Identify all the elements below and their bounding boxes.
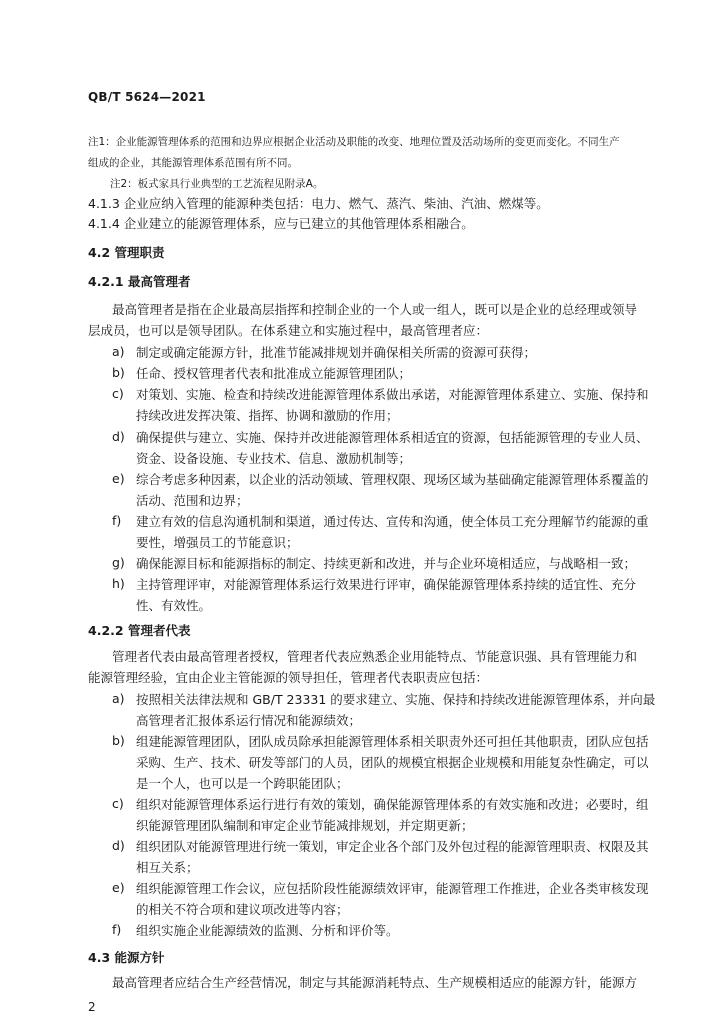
list-item-text: 按照相关法律法规和 GB/T 23331 的要求建立、实施、保持和持续改进能源管理体系，并向最高管理者汇报体系运行情况和能源绩效； [136,692,656,728]
section-4-2-2-intro-line-1: 管理者代表由最高管理者授权，管理者代表应熟悉企业用能特点、节能意识强、具有管理能力和 [112,649,638,664]
list-item-marker: c) [112,386,124,401]
list-item-text: 任命、授权管理者代表和批准成立能源管理团队； [136,366,412,381]
list-item-text: 确保能源目标和能源指标的制定、持续更新和改进，并与企业环境相适应，与战略相一致； [136,556,637,571]
list-item-marker: e) [112,880,125,895]
list-item-marker: a) [112,691,125,706]
list-item-text: 对策划、实施、检查和持续改进能源管理体系做出承诺，对能源管理体系建立、实施、保持和持续改进发挥决策、指挥、协调和激励的作用； [136,387,649,423]
clause-4-1-3: 4.1.3 企业应纳入管理的能源种类包括：电力、燃气、蒸汽、柴油、汽油、燃煤等。 [88,196,549,211]
list-item-marker: c) [112,796,124,811]
section-4-2-1-intro-line-1: 最高管理者是指在企业最高层指挥和控制企业的一个人或一组人，既可以是企业的总经理或领导 [112,302,638,317]
list-item-marker: d) [112,429,125,444]
list-item-marker: b) [112,733,125,748]
list-item-marker: d) [112,838,125,853]
section-4-2-2-intro-line-2: 能源管理经验，宜由企业主管能源的领导担任，管理者代表职责应包括： [88,670,489,685]
list-item-text: 组织实施企业能源绩效的监测、分析和评价等。 [136,923,399,938]
note-2: 注2：板式家具行业典型的工艺流程见附录A。 [110,178,324,190]
list-item-marker: g) [112,555,125,570]
list-item-text: 确保提供与建立、实施、保持并改进能源管理体系相适宜的资源，包括能源管理的专业人员、资金、设备设施、专业技术、信息、激励机制等； [136,430,649,466]
list-item-text: 建立有效的信息沟通机制和渠道，通过传达、宣传和沟通，使全体员工充分理解节约能源的重要性，增强员工的节能意识； [136,514,649,550]
page-number: 2 [88,1000,96,1014]
list-item-text: 综合考虑多种因素，以企业的活动领域、管理权限、现场区域为基础确定能源管理体系覆盖的活动、范围和边界； [136,472,649,508]
section-4-2-1-heading: 4.2.1 最高管理者 [88,274,191,289]
section-4-2-2-heading: 4.2.2 管理者代表 [88,623,191,638]
list-item-text: 组织团队对能源管理进行统一策划，审定企业各个部门及外包过程的能源管理职责、权限及其相互关系； [136,839,649,875]
clause-4-1-4: 4.1.4 企业建立的能源管理体系，应与已建立的其他管理体系相融合。 [88,216,474,231]
list-item-text: 组织能源管理工作会议，应包括阶段性能源绩效评审，能源管理工作推进，企业各类审核发现的相关不符合项和建议项改进等内容； [136,881,649,917]
section-4-2-heading: 4.2 管理职责 [88,245,165,260]
list-item-text: 主持管理评审，对能源管理体系运行效果进行评审，确保能源管理体系持续的适宜性、充分性、有效性。 [136,577,637,613]
list-item-text: 组织对能源管理体系运行进行有效的策划，确保能源管理体系的有效实施和改进；必要时，组织能源管理团队编制和审定企业节能减排规划，并定期更新； [136,797,649,833]
list-item-marker: f) [112,513,122,528]
list-item-marker: a) [112,344,125,359]
note-1-line-1: 注1：企业能源管理体系的范围和边界应根据企业活动及职能的改变、地理位置及活动场所的变更而变化。不同生产 [88,136,620,148]
list-item-marker: f) [112,922,122,937]
list-item-marker: e) [112,471,125,486]
list-item-text: 组建能源管理团队，团队成员除承担能源管理体系相关职责外还可担任其他职责，团队应包括采购、生产、技术、研发等部门的人员，团队的规模宜根据企业规模和用能复杂性确定，可以是一个人，也可以是一个跨职能团队； [136,734,649,791]
list-item-marker: b) [112,365,125,380]
list-item-text: 制定或确定能源方针，批准节能减排规划并确保相关所需的资源可获得； [136,345,537,360]
list-item-marker: h) [112,576,125,591]
section-4-2-1-intro-line-2: 层成员，也可以是领导团队。在体系建立和实施过程中，最高管理者应： [88,323,489,338]
section-4-3-heading: 4.3 能源方针 [88,950,165,965]
note-1-line-2: 组成的企业，其能源管理体系范围有所不同。 [88,157,298,169]
section-4-3-intro-line-1: 最高管理者应结合生产经营情况，制定与其能源消耗特点、生产规模相适应的能源方针，能源方 [112,975,638,990]
standard-code: QB/T 5624—2021 [88,90,206,104]
